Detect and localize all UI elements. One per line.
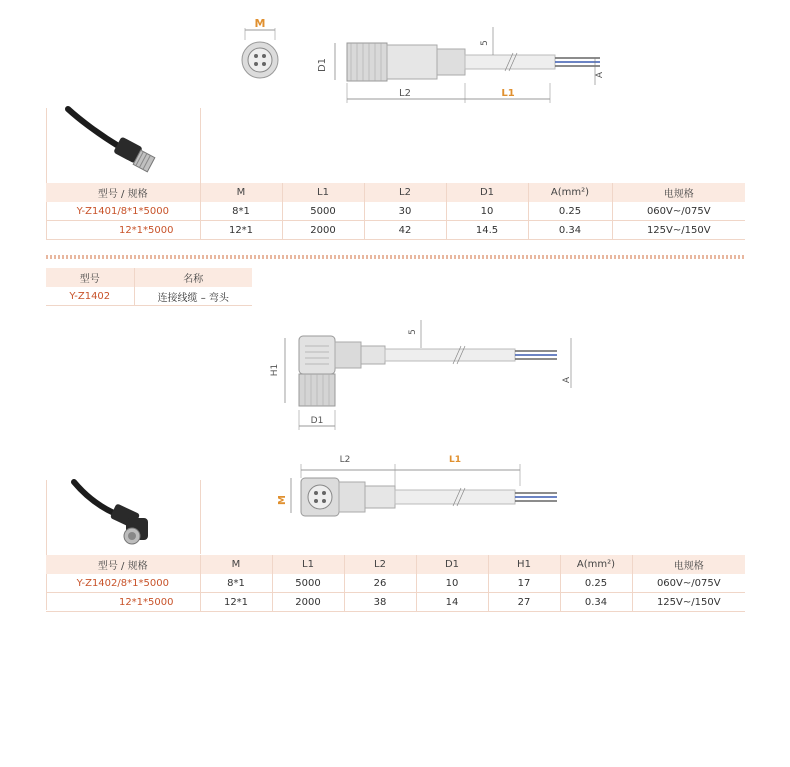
table-cell: 12*1	[200, 221, 282, 240]
table-row	[46, 574, 745, 593]
table-header-row	[46, 555, 745, 574]
table-row	[46, 593, 745, 612]
table-cell: 5000	[282, 202, 364, 221]
model-cell: 12*1*5000	[46, 221, 200, 240]
straight-cable-photo	[60, 105, 160, 175]
table-header-row	[46, 268, 252, 287]
right-angle-top-drawing	[265, 448, 585, 533]
m-dimension-label: M	[277, 495, 288, 505]
header-cell: L2	[344, 555, 416, 574]
model-cell: Y-Z1401/8*1*5000	[46, 202, 200, 221]
dim-5-label: 5	[480, 40, 490, 46]
header-cell: 型号 / 规格	[46, 183, 200, 202]
a-dimension-label: A	[595, 71, 605, 79]
table-cell: 2000	[272, 593, 344, 612]
table-row	[46, 202, 745, 221]
table-cell: 10	[416, 574, 488, 593]
header-cell: L1	[272, 555, 344, 574]
table-cell: 38	[344, 593, 416, 612]
table-cell: 0.34	[560, 593, 632, 612]
table-cell: 12*1	[200, 593, 272, 612]
table-cell: 14.5	[446, 221, 528, 240]
table-cell: 125V~/150V	[656, 596, 721, 608]
table-cell: 26	[344, 574, 416, 593]
table-cell: 30	[364, 202, 446, 221]
header-cell: H1	[488, 555, 560, 574]
right-angle-cable-photo	[68, 478, 158, 548]
header-cell: L1	[282, 183, 364, 202]
table-row	[46, 221, 745, 240]
table-cell: 10	[446, 202, 528, 221]
l1-dimension-label: L1	[501, 88, 515, 99]
header-cell: D1	[446, 183, 528, 202]
spec-table-1	[46, 183, 745, 240]
header-cell: 名称	[183, 274, 204, 285]
h1-dimension-label: H1	[270, 363, 280, 377]
model-cell: 12*1*5000	[46, 593, 200, 612]
table-header-row	[46, 183, 745, 202]
table-cell: 0.34	[528, 221, 612, 240]
d1-dimension-label: D1	[317, 57, 328, 73]
header-cell: 电规格	[663, 189, 694, 200]
l2-dimension-label: L2	[399, 88, 411, 99]
table-cell: 0.25	[528, 202, 612, 221]
straight-connector-drawing	[315, 25, 615, 105]
d1-dimension-label: D1	[310, 416, 324, 426]
table-cell: 0.25	[560, 574, 632, 593]
table-cell: 14	[416, 593, 488, 612]
header-cell: 型号	[46, 268, 134, 287]
table-cell: 060V~/075V	[646, 205, 711, 217]
table-cell: 27	[488, 593, 560, 612]
table-cell: 8*1	[200, 574, 272, 593]
table-cell: 42	[364, 221, 446, 240]
l1-dimension-label: L1	[449, 455, 461, 465]
spec-table-2	[46, 555, 745, 612]
header-cell: M	[200, 183, 282, 202]
a-dimension-label: A	[562, 376, 572, 384]
header-cell: 电规格	[673, 561, 704, 572]
header-cell: D1	[416, 555, 488, 574]
connector-front-view	[230, 10, 300, 80]
dim-5-label: 5	[408, 329, 418, 335]
l2-dimension-label: L2	[339, 455, 351, 465]
table-cell: 125V~/150V	[646, 224, 711, 236]
m-dimension-label: M	[254, 17, 266, 30]
table-cell: 2000	[282, 221, 364, 240]
header-cell: M	[200, 555, 272, 574]
header-cell: A(mm²)	[528, 183, 612, 202]
model-cell: Y-Z1402/8*1*5000	[46, 574, 200, 593]
header-cell: 型号 / 规格	[46, 555, 200, 574]
section-divider	[46, 255, 746, 259]
name-table	[46, 268, 252, 306]
table-cell: 17	[488, 574, 560, 593]
table-cell: 5000	[272, 574, 344, 593]
header-cell: L2	[364, 183, 446, 202]
header-cell: A(mm²)	[560, 555, 632, 574]
table-cell: 8*1	[200, 202, 282, 221]
model-cell: Y-Z1402	[46, 287, 134, 306]
right-angle-side-drawing	[265, 318, 585, 433]
table-cell: 连接线缆 – 弯头	[157, 292, 229, 304]
table-row	[46, 287, 252, 306]
table-cell: 060V~/075V	[656, 577, 721, 589]
